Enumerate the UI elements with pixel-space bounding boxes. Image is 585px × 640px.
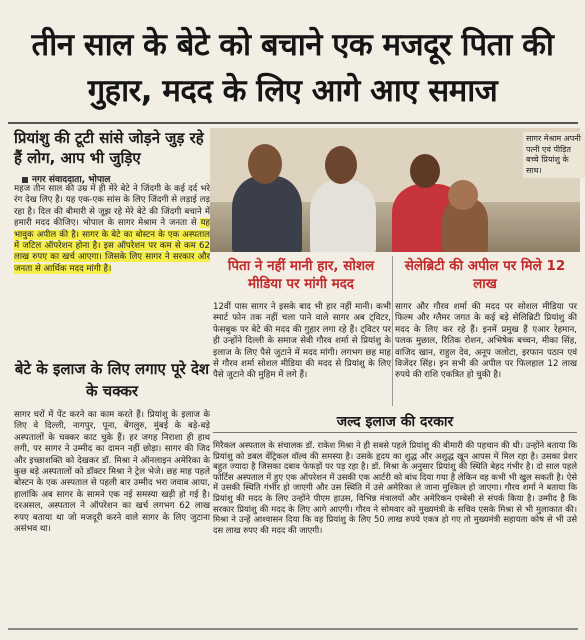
subheadline: प्रियांशु की टूटी सांसे जोड़ने जुड़ रहे हैं लोग, आप भी जुड़िए [14,129,204,167]
bullet-icon [22,177,28,183]
section-heading-treatment: बेटे के इलाज के लिए लगाए पूरे देश के चक्कर [14,360,210,400]
intro-paragraph: महज तीन साल की उम्र में ही मेरे बेटे ने जिंदगी के कई दर्द भरे रंग देख लिए है। यह एक-एक सांस के लिए जिंदगी से लड़ाई लड़ रहा है। दिल की बीमारी से जूझ रहे मेरे बेटे की जिंदगी बचाने में हमारी मदद कीजिए। भोपाल के सागर मेश्राम ने जनता से [14,184,210,229]
page-bottom-rule [8,628,578,630]
article-column-left-top [14,184,210,275]
photo-caption: सागर मेश्राम अपनी पत्नी एवं पीड़ित बच्चे प्रियांशु के साथ। [523,132,585,178]
article-column-left-bottom: सागर घरों में पेंट करने का काम करते हैं। प्रियांशु के इलाज के लिए वे दिल्ली, नागपुर, पूना, बेंगलुरु, मुंबई के बड़े-बड़े अस्पतालों के चक्कर काट चुके हैं। हर जगह निराशा ही हाथ लगी, पर सागर ने उम्मीद का दामन नहीं छोड़ा। सागर की जिद और इच्छाशक्ति को देखकर डॉ. मिश्रा ने ऑनलाइन अमेरिका के कुछ बड़े अस्पतालों को डॉक्टर मिश्रा ने ट्रेल भेजे। छह माह पहले बोस्टन के एक अस्पताल से पहली बार उम्मीद भरा जवाब आया, हालांकि अब सागर के सामने एक नई समस्या खड़ी हो गई है। दरअसल, अस्पताल ने ऑपरेशन का खर्च लगभग 62 लाख रुपए बताया था जो मजदूरी करने वाले सागर के लिए जुटाना असंभव था। [14,410,210,535]
headline: तीन साल के बेटे को बचाने एक मजदूर पिता की गुहार, मदद के लिए आगे आए समाज [31,27,554,109]
headline-divider [8,122,578,124]
box-heading-urgent-treatment: जल्द इलाज की दरकार [336,414,454,430]
heading-celebrity-appeal: सेलेब्रिटी की अपील पर मिले 12 लाख [404,258,566,292]
article-box-text: मिरैकल अस्पताल के संचालक डॉ. राकेश मिश्रा ने ही सबसे पहले प्रियांशु की बीमारी की पहचान की थी। उन्होंने बताया कि प्रियांशु को डबल वेंट्रिकल वॉल्व की समस्या है। उसके हृदय का शुद्ध और अशुद्ध खून आपस में मिल रहा है। उसका प्रेशर बहुत ज्यादा है जिसका दबाव फेफड़ों पर पड़ रहा है। डॉ. मिश्रा के अनुसार प्रियांशु की स्थिति बेहद गंभीर है। दो साल पहले फोर्टिस अस्पताल में हुए एक ऑपरेशन में उसकी एक आर्टरी को बांध दिया गया है लेकिन वह कभी भी खुल सकती है। ऐसे में उसकी स्थिति गंभीर हो जाएगी और उस स्थिति में उसे अमेरिका ले जाना मुश्किल हो जाएगा। गौरव शर्मा ने बताया कि प्रियांशु की मदद के लिए उन्होंने पीएम हाउस, विभिन्न मंत्रालयों और अमेरिकन एम्बेसी से संपर्क किया है। उम्मीद है कि सरकार प्रियांशु की मदद के लिए आगे आएगी। गौरव ने सोमवार को मुख्यमंत्री के सचिव एसके मिश्रा से भी मुलाकात की। मिश्रा ने उन्हें आश्वासन दिया कि वह प्रियांशु के लिए 50 लाख रुपये एकत्र हो गए तो मुख्यमंत्री सहायता कोष से भी उसे दस लाख रुपए की मदद की जाएगी। [213,440,577,535]
heading-social-media: पिता ने नहीं मानी हार, सोशल मीडिया पर मांगी मदद [227,258,375,292]
box-divider [213,432,577,433]
column-divider [392,256,393,406]
article-column-middle: 12वीं पास सागर ने इसके बाद भी हार नहीं मानी। कभी स्मार्ट फोन तक नहीं चला पाने वाले सागर अब ट्विटर, फेसबुक पर बेटे की मदद की गुहार लगा रहे हैं। ट्विटर पर ही उन्होंने दिल्ली के समाज सेवी गौरव शर्मा से प्रियांशु के इलाज के लिए पैसे जुटाने में मदद मांगी। लगभग छह माह से गौरव शर्मा सोशल मीडिया की मदद से प्रियांशु के लिए पैसे जुटाने की मुहिम में लगे हैं। [213,302,391,381]
article-column-right: सागर और गौरव शर्मा की मदद पर सोशल मीडिया पर फिल्म और ग्लैमर जगत के कई बड़े सेलिब्रिटी प्रियांशु की मदद के लिए कर रहे हैं। इनमें प्रमुख हैं एआर रेहमान, पलक मुछाल, रितिक रोशन, अभिषेक बच्चन, मीका सिंह, वाजिद खान, राहुल देव, अनूप जलोटा, इरफान पठान एवं विजेंदर सिंह। इन सभी की अपील पर फिलहाल 12 लाख रुपये की राशि एकत्रित हो चुकी है। [395,302,577,381]
highlighted-appeal: यह भावुक अपील की है। सागर के बेटे का बोस्टन के एक अस्पताल में जटिल ऑपरेशन होना है। इस ऑपरेशन पर कम से कम 62 लाख रुपए का खर्च आएगा। जिसके लिए सागर ने सरकार और जनता से आर्थिक मदद मांगी है। [14,218,210,274]
dateline-text: नगर संवाददाता, भोपाल [32,175,111,185]
